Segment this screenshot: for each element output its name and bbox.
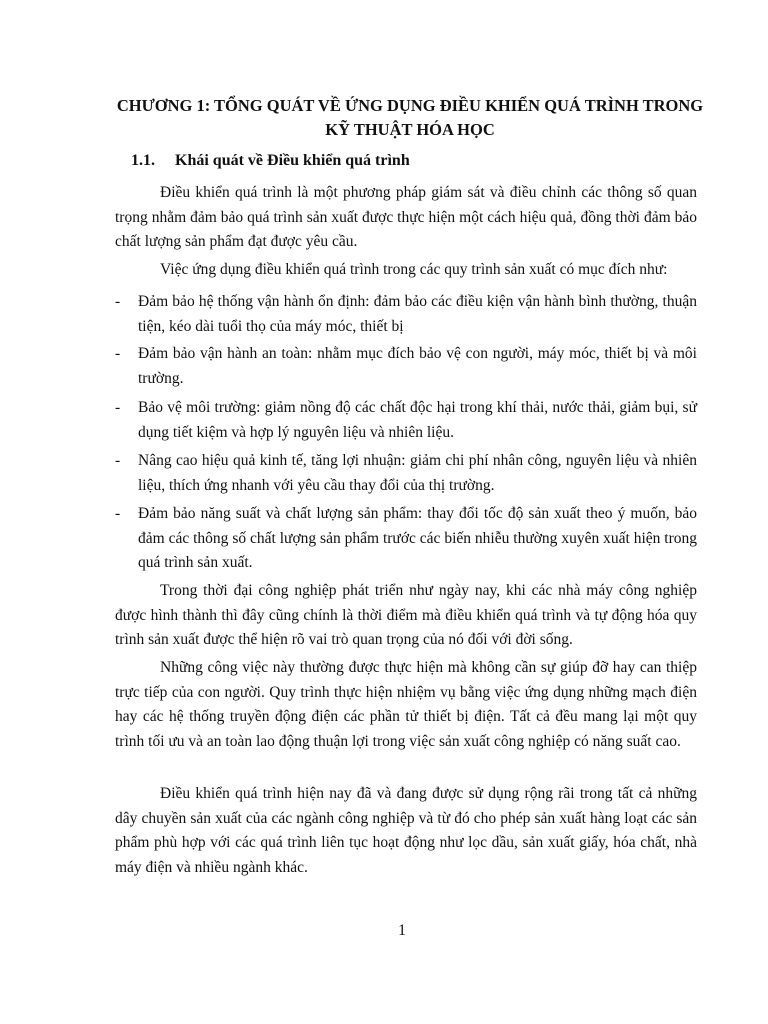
bullet-marker: -	[115, 399, 121, 416]
paragraph-2: Việc ứng dụng điều khiển quá trình trong các quy trình sản xuất có mục đích như:	[160, 261, 668, 278]
section-heading	[131, 150, 410, 172]
bullet-marker: -	[115, 345, 121, 362]
bullet-item: Đảm bảo hệ thống vận hành ổn định: đảm bảo các điều kiện vận hành bình thường, thuận tiện, kéo dài tuổi thọ của máy móc, thiết bị	[138, 293, 697, 335]
section-title: Khái quát về Điều khiển quá trình	[175, 152, 410, 169]
paragraph-5: Điều khiển quá trình hiện nay đã và đang được sử dụng rộng rãi trong tất cả những dây chuyền sản xuất của các ngành công nghiệp và từ đó cho phép sản xuất hàng loạt các sản phẩm phù hợp với các quá trình liên tục hoạt động như lọc dầu, sản xuất giấy, hóa chất, nhà máy điện và nhiều ngành khác.	[115, 785, 697, 876]
paragraph-4: Những công việc này thường được thực hiện mà không cần sự giúp đỡ hay can thiệp trực tiếp của con người. Quy trình thực hiện nhiệm vụ bằng việc ứng dụng những mạch điện hay các hệ thống truyền động điện các phần tử thiết bị điện. Tất cả đều mang lại một quy trình tối ưu và an toàn lao động thuận lợi trong việc sản xuất công nghiệp có năng suất cao.	[115, 659, 697, 750]
bullet-item: Bảo vệ môi trường: giảm nồng độ các chất độc hại trong khí thải, nước thải, giảm bụi, sử dụng tiết kiệm và hợp lý nguyên liệu và nhiên liệu.	[138, 399, 697, 441]
chapter-title-line1: CHƯƠNG 1: TỔNG QUÁT VỀ ỨNG DỤNG ĐIỀU KHIỂN QUÁ TRÌNH TRONG	[116, 96, 704, 115]
bullet-item: Nâng cao hiệu quả kinh tế, tăng lợi nhuận: giảm chi phí nhân công, nguyên liệu và nhiên liệu, thích ứng nhanh với yêu cầu thay đổi của thị trường.	[138, 452, 697, 494]
page-number: 1	[398, 922, 406, 939]
bullet-item: Đảm bảo vận hành an toàn: nhằm mục đích bảo vệ con người, máy móc, thiết bị và môi trường.	[138, 345, 697, 387]
chapter-title-line2: KỸ THUẬT HÓA HỌC	[325, 120, 495, 139]
paragraph-1: Điều khiển quá trình là một phương pháp giám sát và điều chỉnh các thông số quan trọng nhằm đảm bảo quá trình sản xuất được thực hiện một cách hiệu quả, đồng thời đảm bảo chất lượng sản phẩm đạt được yêu cầu.	[115, 184, 697, 250]
bullet-marker: -	[115, 452, 121, 469]
paragraph-3: Trong thời đại công nghiệp phát triển như ngày nay, khi các nhà máy công nghiệp được hình thành thì đây cũng chính là thời điểm mà điều khiển quá trình và tự động hóa quy trình sản xuất được thể hiện rõ vai trò quan trọng của nó đối với đời sống.	[115, 582, 697, 648]
chapter-title	[100, 94, 720, 142]
section-number: 1.1.	[131, 152, 155, 169]
bullet-marker: -	[115, 293, 121, 310]
bullet-item: Đảm bảo năng suất và chất lượng sản phẩm: thay đổi tốc độ sản xuất theo ý muốn, bảo đảm các thông số chất lượng sản phẩm trước các biến nhiễu thường xuyên xuất hiện trong quá trình sản xuất.	[138, 505, 697, 571]
bullet-marker: -	[115, 505, 121, 522]
